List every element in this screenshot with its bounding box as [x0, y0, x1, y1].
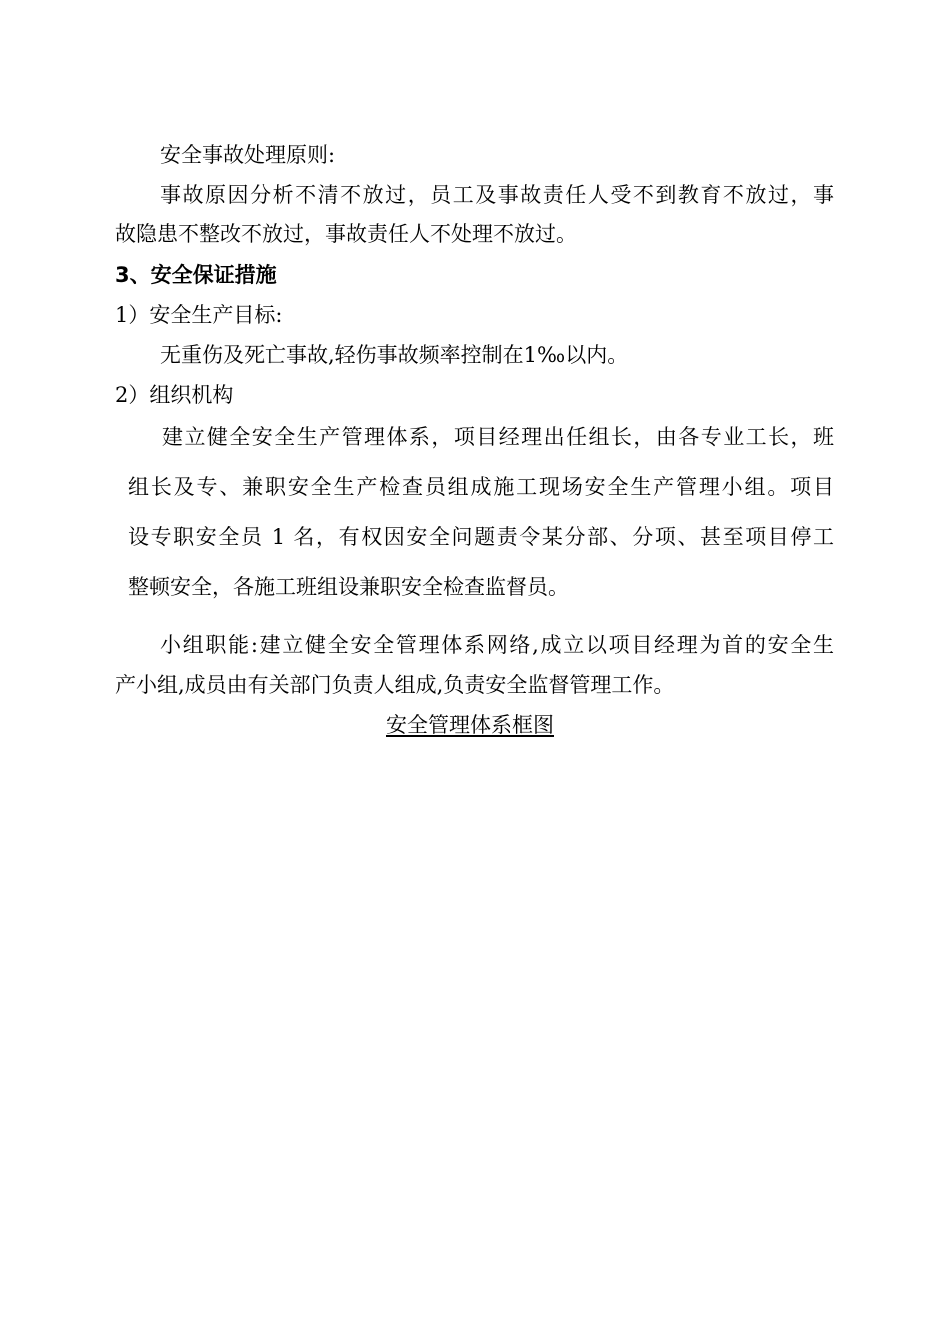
figure-title: 安全管理体系框图 — [386, 713, 554, 737]
org-line-4: 整顿安全，各施工班组设兼职安全检查监督员。 — [128, 575, 569, 599]
org-line-1: 建立健全安全生产管理体系，项目经理出任组长，由各专业工长，班 — [162, 425, 834, 449]
goal-heading: 1）安全生产目标: — [115, 303, 283, 327]
goal-text: 无重伤及死亡事故,轻伤事故频率控制在1‰以内。 — [160, 343, 629, 367]
org-line-3: 设专职安全员 1 名，有权因安全问题责令某分部、分项、甚至项目停工 — [128, 525, 834, 549]
group-function-line-1: 小组职能:建立健全安全管理体系网络,成立以项目经理为首的安全生 — [160, 633, 834, 657]
section-3-heading: 3、安全保证措施 — [115, 263, 277, 287]
org-heading: 2）组织机构 — [115, 383, 234, 407]
group-function-line-2: 产小组,成员由有关部门负责人组成,负责安全监督管理工作。 — [115, 673, 675, 697]
principles-line-1: 事故原因分析不清不放过，员工及事故责任人受不到教育不放过，事 — [160, 183, 834, 207]
principles-heading: 安全事故处理原则: — [160, 143, 336, 167]
org-line-2: 组长及专、兼职安全生产检查员组成施工现场安全生产管理小组。项目 — [128, 475, 834, 499]
principles-line-2: 故隐患不整改不放过，事故责任人不处理不放过。 — [115, 222, 577, 246]
